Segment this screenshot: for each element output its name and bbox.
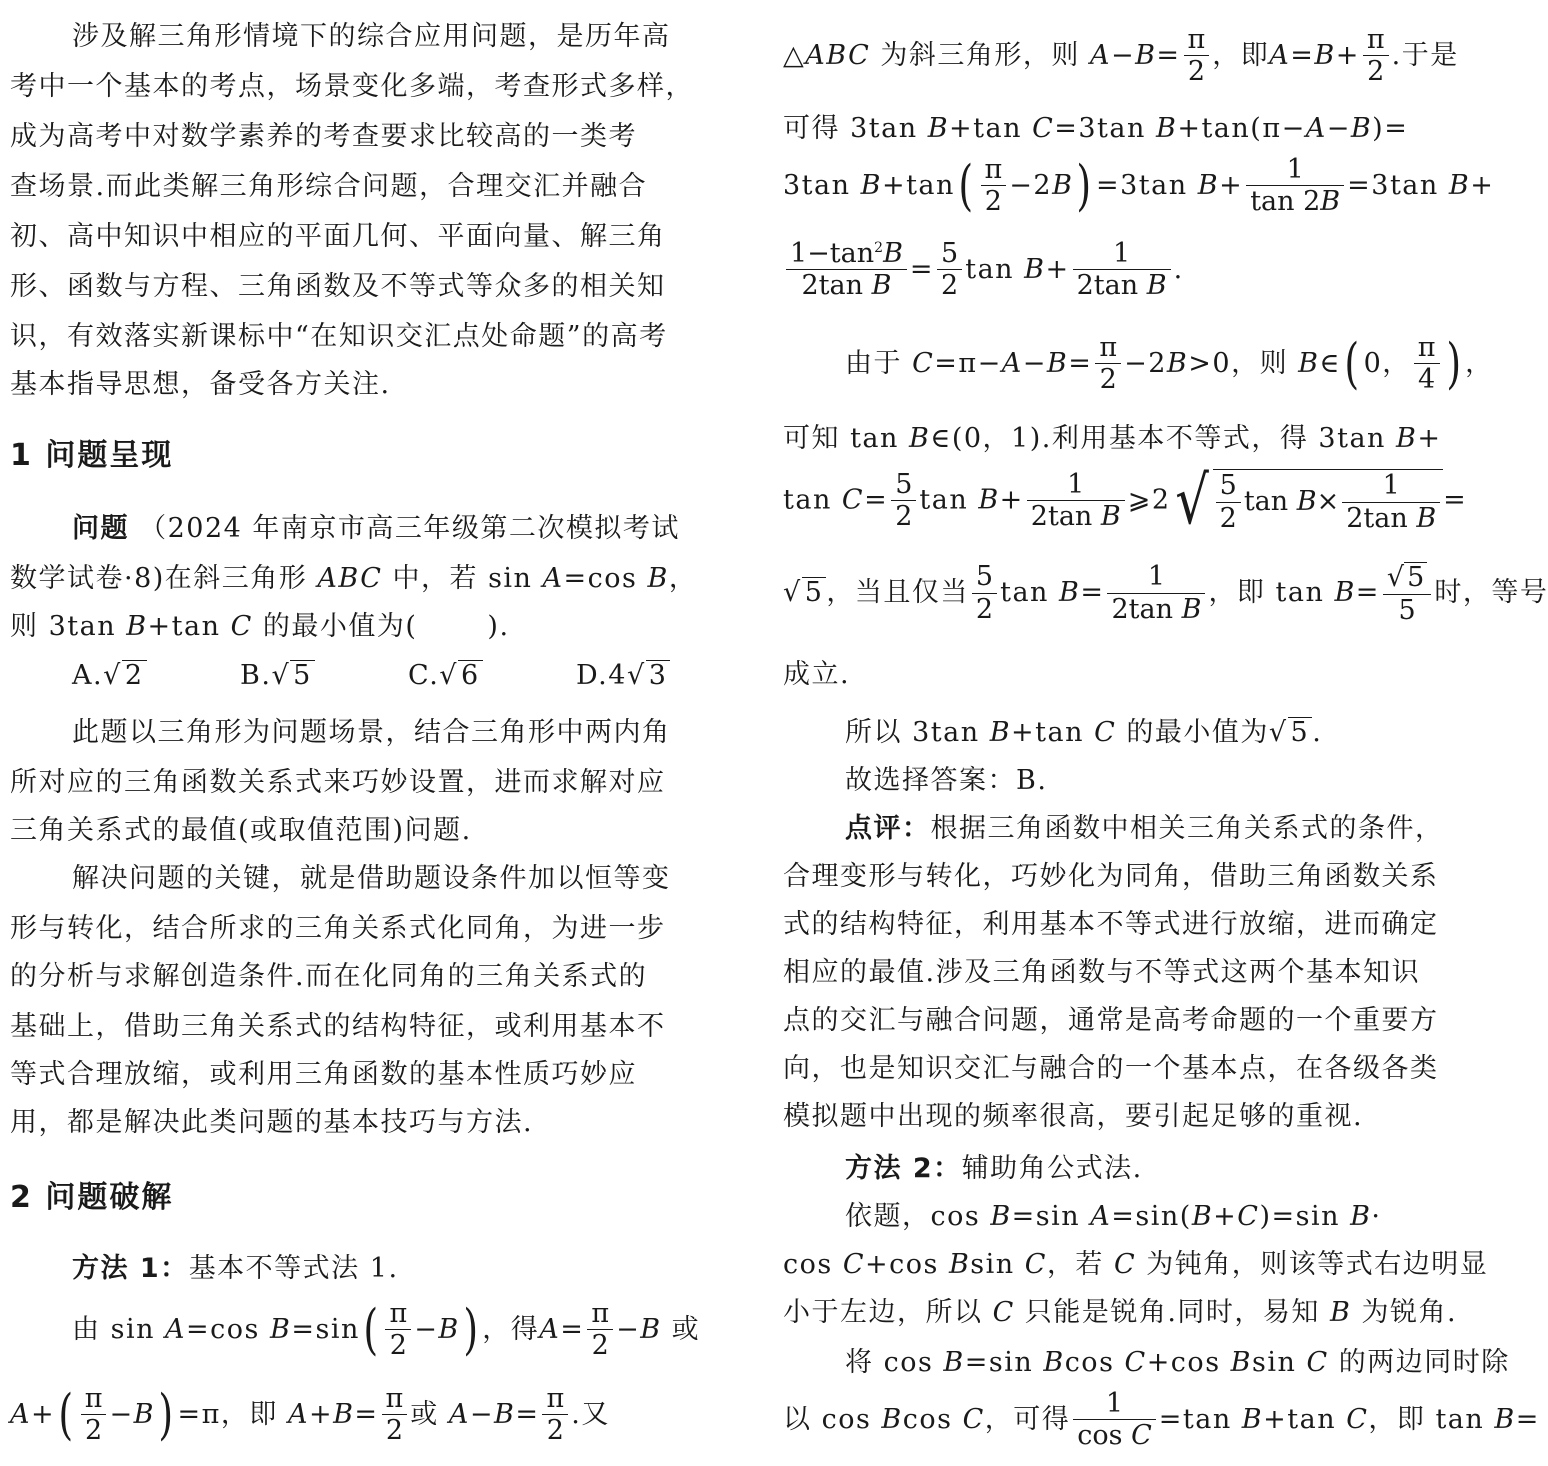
method2-formula-3: 小于左边，所以 C 只能是锐角.同时，易知 B 为锐角. [783, 1297, 1458, 1328]
rhs-formula-7: tan C= $\frac{5}{2}$ tan B+ $\frac{1}{\text{2tan B}}$ ⩾2√ $\frac{5}{2}$ tan B× $\frac{1}{\text{2tan B}}$ = [783, 462, 1468, 539]
comment-line-3: 式的结构特征，利用基本不等式进行放缩，进而确定 [783, 909, 1439, 940]
comment-line-7: 模拟题中出现的频率很高，要引起足够的重视. [783, 1101, 1364, 1132]
problem-line-3: 则 3tan B+tan C 的最小值为( ). [10, 611, 510, 642]
intro-line-5: 初、高中知识中相应的平面几何、平面向量、解三角 [10, 221, 666, 252]
method2-formula-1: 依题，cos B=sin A=sin(B+C)=sin B· [845, 1201, 1382, 1232]
para2-line-3: 三角关系式的最值(或取值范围)问题. [10, 815, 472, 846]
option-c: C.√ 6 [408, 660, 576, 691]
rhs-answer: 故选择答案：B. [845, 765, 1048, 796]
intro-line-7: 识，有效落实新课标中“在知识交汇点处命题”的高考 [10, 321, 668, 352]
problem-line-1 [72, 506, 680, 545]
method2-formula-5: 以 cos Bcos C，可得 $\frac{1}{\text{cos C}}$ =tan B+tan C，即 tan B= [783, 1388, 1540, 1452]
para3-line-2: 形与转化，结合所求的三角关系式化同角，为进一步 [10, 913, 666, 944]
comment-line-2: 合理变形与转化，巧妙化为同角，借助三角函数关系 [783, 861, 1439, 892]
rhs-formula-1: △ABC 为斜三角形，则 A−B= $\frac{\pi}{2}$ ，即A=B+ $\frac{\pi}{2}$ .于是 [783, 24, 1459, 88]
para3-line-6: 用，都是解决此类问题的基本技巧与方法. [10, 1107, 534, 1138]
rhs-formula-4: $\frac{1-\tan^2B}{\text{2tan B}}$ = $\frac{5}{2}$ tan B+ $\frac{1}{\text{2tan B}}$ . [783, 240, 1184, 301]
method2-formula-2: cos C+cos Bsin C，若 C 为钝角，则该等式右边明显 [783, 1249, 1489, 1280]
method1-line: 方法 1：基本不等式法 1. [72, 1253, 399, 1284]
intro-line-1: 涉及解三角形情境下的综合应用问题，是历年高 [72, 21, 671, 52]
rhs-formula-3: 3tan B+tan( $\frac{\pi}{2}$ −2B) =3tan B+ $\frac{1}{\tan 2B}$ =3tan B+ [783, 154, 1495, 218]
rhs-chengli: 成立. [783, 659, 851, 690]
option-b: B.√ 5 [240, 660, 408, 691]
method2-formula-4: 将 cos B=sin Bcos C+cos Bsin C 的两边同时除 [845, 1347, 1510, 1378]
intro-line-4: 查场景.而此类解三角形综合问题，合理交汇并融合 [10, 171, 648, 202]
problem-label: 问题 [72, 513, 129, 544]
comment-line-5: 点的交汇与融合问题，通常是高考命题的一个重要方 [783, 1005, 1439, 1036]
rhs-formula-8: √ 5 ，当且仅当 $\frac{5}{2}$ tan B= $\frac{1}{\text{2tan B}}$ ，即 tan B= $\frac{√ 5}{5}$ 时，等号 [783, 561, 1548, 626]
para2-line-1: 此题以三角形为问题场景，结合三角形中两内角 [72, 717, 671, 748]
comment-line-4: 相应的最值.涉及三角函数与不等式这两个基本知识 [783, 957, 1421, 988]
section-heading-1: 1 问题呈现 [10, 438, 174, 473]
para3-line-5: 等式合理放缩，或利用三角函数的基本性质巧妙应 [10, 1059, 637, 1090]
section-heading-2: 2 问题破解 [10, 1180, 174, 1215]
rhs-formula-5: 由于 C=π−A−B= $\frac{\pi}{2}$ −2B>0，则 B∈( 0， $\frac{\pi}{4}$ ) ， [845, 332, 1494, 396]
rhs-min-value: 所以 3tan B+tan C 的最小值为√ 5 . [845, 717, 1323, 748]
problem-source: （2024 年南京市高三年级第二次模拟考试 [139, 513, 680, 544]
intro-line-3: 成为高考中对数学素养的考查要求比较高的一类考 [10, 121, 637, 152]
comment-label: 点评： [845, 813, 931, 844]
problem-line-2: 数学试卷·8)在斜三角形 ABC 中，若 sin A=cos B， [10, 563, 698, 594]
intro-line-8: 基本指导思想，备受各方关注. [10, 369, 391, 400]
para3-line-1: 解决问题的关键，就是借助题设条件加以恒等变 [72, 863, 671, 894]
para2-line-2: 所对应的三角函数关系式来巧妙设置，进而求解对应 [10, 767, 666, 798]
intro-line-2: 考中一个基本的考点，场景变化多端，考查形式多样， [10, 71, 694, 102]
method2-line: 方法 2：辅助角公式法. [845, 1153, 1143, 1184]
method1-label: 方法 1： [72, 1253, 189, 1284]
option-a: A.√ 2 [72, 660, 240, 691]
rhs-formula-2: 可得 3tan B+tan C=3tan B+tan(π−A−B)= [783, 113, 1409, 144]
comment-line-1: 点评：根据三角函数中相关三角关系式的条件， [845, 813, 1444, 844]
method2-label: 方法 2： [845, 1153, 962, 1184]
intro-line-6: 形、函数与方程、三角函数及不等式等众多的相关知 [10, 271, 666, 302]
para3-line-4: 基础上，借助三角关系式的结构特征，或利用基本不 [10, 1011, 666, 1042]
method1-formula-2: A+( $\frac{\pi}{2}$ −B) =π，即 A+B= $\frac{\pi}{2}$ 或 A−B= $\frac{\pi}{2}$ .又 [10, 1383, 610, 1447]
option-d: D.4√ 3 [576, 660, 744, 691]
problem-options [72, 660, 744, 691]
method1-formula-1: 由 sin A=cos B=sin( $\frac{\pi}{2}$ −B) ，得A= $\frac{\pi}{2}$ −B 或 [72, 1298, 701, 1362]
para3-line-3: 的分析与求解创造条件.而在化同角的三角关系式的 [10, 961, 648, 992]
comment-line-6: 向，也是知识交汇与融合的一个基本点，在各级各类 [783, 1053, 1439, 1084]
rhs-formula-6: 可知 tan B∈(0，1).利用基本不等式，得 3tan B+ [783, 423, 1442, 454]
